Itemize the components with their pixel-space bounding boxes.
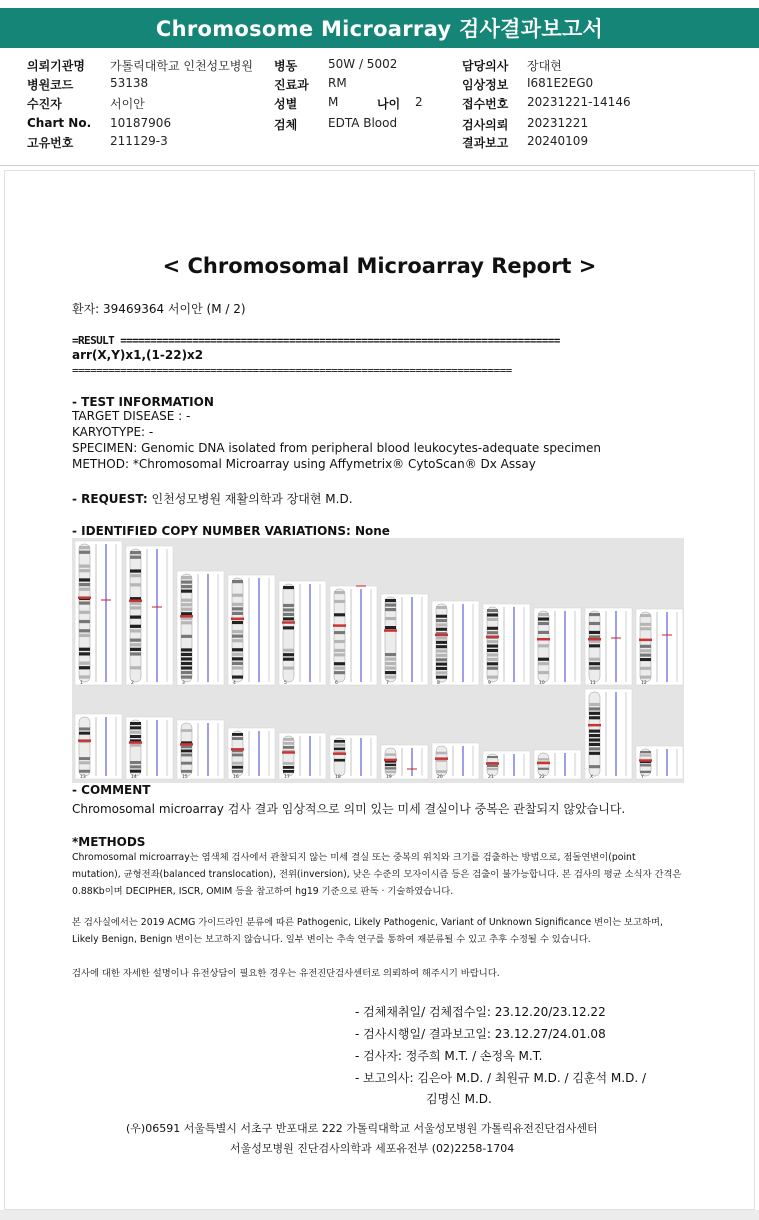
hospital-code-label: 병원코드: [27, 78, 74, 92]
specimen-description: SPECIMEN: Genomic DNA isolated from peripheral blood leukocytes-adequate specimen: [72, 441, 601, 455]
attending-doctor-label: 담당의사: [462, 59, 509, 73]
test-request-date-label: 검사의뢰: [462, 118, 509, 132]
chromosome-label-7: 7: [386, 681, 389, 686]
chromosome-7: [381, 594, 428, 686]
patient-name-label: 수진자: [27, 97, 62, 111]
chromosome-12: [636, 609, 683, 686]
methods-paragraph-3: 검사에 대한 자세한 설명이나 유전상담이 필요한 경우는 유전진단검사센터로 의뢰하여 해주시기 바랍니다.: [72, 968, 500, 979]
report-header-title: Chromosome Microarray 검사결과보고서: [155, 17, 604, 41]
cnv-heading: - IDENTIFIED COPY NUMBER VARIATIONS: None: [72, 524, 390, 538]
request-value: 인천성모병원 재활의학과 장대현 M.D.: [151, 492, 353, 506]
sex-label: 성별: [274, 97, 298, 111]
chromosome-label-11: 11: [590, 681, 596, 686]
chromosome-label-12: 12: [641, 681, 647, 686]
chromosome-label-20: 20: [437, 775, 443, 780]
chromosome-17: [279, 733, 326, 780]
chromosome-label-5: 5: [284, 681, 287, 686]
result-label: =RESULT: [72, 334, 121, 347]
method-description: METHOD: *Chromosomal Microarray using Affymetrix® CytoScan® Dx Assay: [72, 457, 536, 471]
test-information-heading: - TEST INFORMATION: [72, 395, 214, 409]
result-report-date-label: 결과보고: [462, 136, 509, 150]
chromosome-label-3: 3: [182, 681, 185, 686]
department-label: 진료과: [274, 78, 309, 92]
report-title: < Chromosomal Microarray Report >: [162, 254, 597, 278]
specimen-label: 검체: [274, 118, 298, 132]
page-bottom-band: [0, 1210, 759, 1220]
chromosome-label-21: 21: [488, 775, 494, 780]
chromosome-label-15: 15: [182, 775, 188, 780]
chromosome-18: [330, 735, 377, 780]
ideogram-svg: [72, 538, 684, 783]
unique-number-label: 고유번호: [27, 136, 74, 150]
chromosome-label-2: 2: [131, 681, 134, 686]
accession-number-value: 20231221-14146: [527, 95, 631, 109]
report-header-bar: [0, 8, 759, 48]
request-line: [72, 490, 353, 507]
chromosome-8: [432, 601, 479, 686]
attending-doctor-value: 장대현: [527, 59, 562, 73]
chromosome-1: [75, 541, 122, 686]
comment-heading: - COMMENT: [72, 783, 151, 797]
header-divider: [0, 165, 759, 166]
sig-line-dates-test: - 검사시행일/ 결과보고일: 23.12.27/24.01.08: [355, 1027, 606, 1041]
clinical-info-label: 임상정보: [462, 78, 509, 92]
chromosome-Y: [636, 746, 683, 780]
hospital-code-value: 53138: [110, 76, 149, 90]
sig-line-reporting-doctors: - 보고의사: 김은아 M.D. / 최원규 M.D. / 김훈석 M.D. /: [355, 1071, 647, 1085]
chromosome-X: [585, 689, 632, 780]
chromosome-19: [381, 745, 428, 780]
result-value: arr(X,Y)x1,(1-22)x2: [72, 348, 204, 362]
patient-name-value: 서이안: [110, 97, 145, 111]
department-value: RM: [328, 76, 347, 90]
sig-line-testers: - 검사자: 정주희 M.T. / 손정옥 M.T.: [355, 1049, 543, 1063]
methods-paragraph-1: Chromosomal microarray는 염색체 검사에서 관찰되지 않는 미세 결실 또는 중복의 위치와 크기를 검출하는 방법으로, 점돌연변이(point mutation), 균형전좌(balanced translocation), 전위(inversion), 낮은 수준의 모자이시즘 등은 검출이 불가능합니다. 본 검사의 평균 소식자 간격은 0.88Kb이며 DECIPHER, ISCR, OMIM 등을 참고하여 hg19 기준으로 판독 · 기술하였습니다.: [72, 852, 682, 897]
chromosome-6: [330, 586, 377, 686]
unique-number-value: 211129-3: [110, 134, 168, 148]
methods-paragraph-2: 본 검사실에서는 2019 ACMG 가이드라인 분류에 따른 Pathogenic, Likely Pathogenic, Variant of Unknown Significance 변이는 보고하며, Likely Benign, Benign 변이는 보고하지 않습니다. 일부 변이는 추속 연구를 통하여 재분류될 수 있고 추후 수정될 수 있습니다.: [72, 917, 663, 945]
ward-label: 병동: [274, 59, 298, 73]
chromosome-14: [126, 717, 173, 780]
result-header-line: [72, 334, 560, 347]
chromosome-4: [228, 575, 275, 686]
karyotype: KARYOTYPE: -: [72, 425, 154, 439]
chromosome-label-9: 9: [488, 681, 491, 686]
chromosome-5: [279, 581, 326, 686]
footer-department: 서울성모병원 진단검사의학과 세포유전부 (02)2258-1704: [230, 1142, 515, 1155]
specimen-value: EDTA Blood: [328, 116, 398, 130]
chromosome-label-13: 13: [80, 775, 86, 780]
chromosome-20: [432, 743, 479, 780]
chromosome-16: [228, 728, 275, 780]
ward-value: 50W / 5002: [328, 57, 398, 71]
patient-summary: 환자: 39469364 서이안 (M / 2): [72, 302, 246, 316]
chromosome-label-18: 18: [335, 775, 341, 780]
methods-heading: *METHODS: [72, 835, 146, 849]
requesting-institution-value: 가톨릭대학교 인천성모병원: [110, 59, 253, 73]
sig-line-last-doctor: 김명신 M.D.: [426, 1092, 492, 1106]
chromosome-10: [534, 608, 581, 686]
test-request-date-value: 20231221: [527, 116, 589, 130]
chart-number-label: Chart No.: [27, 116, 92, 130]
requesting-institution-label: 의뢰기관명: [27, 59, 85, 73]
chromosome-ideogram-panel: [72, 538, 684, 783]
result-rule-bottom: =========================================================================: [72, 364, 512, 377]
chromosome-label-19: 19: [386, 775, 392, 780]
chromosome-2: [126, 546, 173, 686]
chromosome-3: [177, 571, 224, 686]
chromosome-label-10: 10: [539, 681, 545, 686]
sex-value: M: [328, 95, 339, 109]
chromosome-15: [177, 720, 224, 780]
chromosome-label-14: 14: [131, 775, 137, 780]
chromosome-label-16: 16: [233, 775, 239, 780]
chromosome-13: [75, 714, 122, 780]
chart-number-value: 10187906: [110, 116, 172, 130]
chromosome-label-4: 4: [233, 681, 236, 686]
chromosome-label-Y: Y: [641, 775, 644, 780]
sig-line-dates-collection: - 검체채취일/ 검체접수일: 23.12.20/23.12.22: [355, 1005, 606, 1019]
chromosome-11: [585, 608, 632, 686]
accession-number-label: 접수번호: [462, 97, 509, 111]
chromosome-21: [483, 751, 530, 780]
chromosome-label-1: 1: [80, 681, 83, 686]
chromosome-22: [534, 750, 581, 780]
target-disease: TARGET DISEASE : -: [72, 409, 191, 423]
age-value: 2: [415, 95, 423, 109]
result-rule-top: =========================================================================: [120, 334, 560, 347]
chromosome-label-6: 6: [335, 681, 338, 686]
chromosome-label-17: 17: [284, 775, 290, 780]
footer-address: (우)06591 서울특별시 서초구 반포대로 222 가톨릭대학교 서울성모병원 가톨릭유전진단검사센터: [126, 1122, 598, 1135]
chromosome-label-X: X: [590, 775, 594, 780]
age-label: 나이: [377, 97, 401, 111]
clinical-info-value: I681E2EG0: [527, 76, 594, 90]
result-report-date-value: 20240109: [527, 134, 589, 148]
request-label: - REQUEST:: [72, 492, 148, 506]
chromosome-label-8: 8: [437, 681, 440, 686]
comment-text: Chromosomal microarray 검사 결과 임상적으로 의미 있는 미세 결실이나 중복은 관찰되지 않았습니다.: [72, 802, 626, 816]
chromosome-9: [483, 604, 530, 686]
chromosome-label-22: 22: [539, 775, 545, 780]
